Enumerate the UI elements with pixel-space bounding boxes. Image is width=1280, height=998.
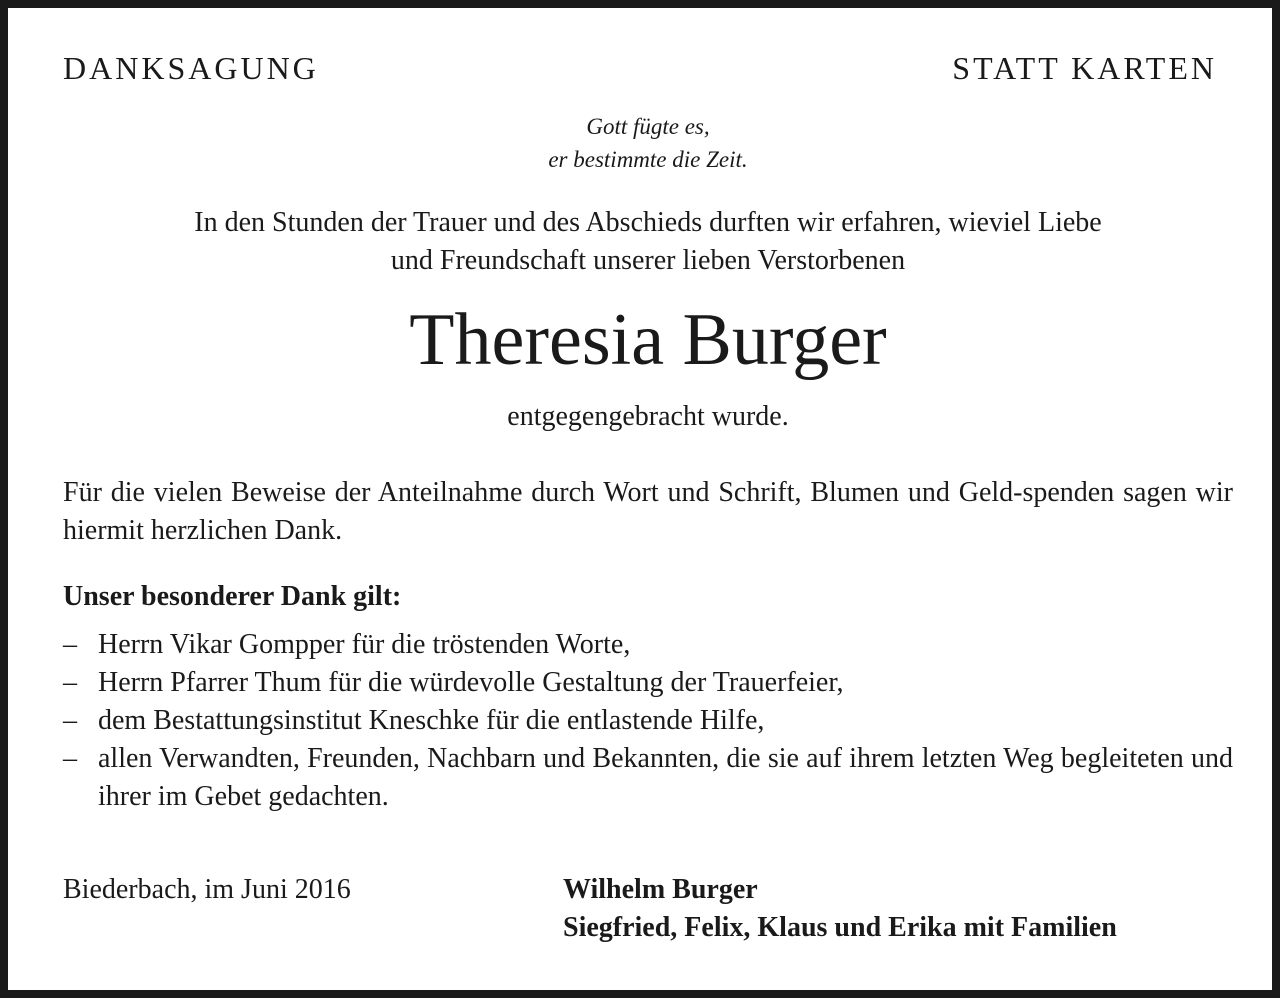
list-item-text: Herrn Pfarrer Thum für die würdevolle Gestaltung der Trauerfeier, [98,667,844,698]
deceased-name: Theresia Burger [409,299,887,381]
intro-paragraph [63,204,1233,280]
dash-bullet: – [63,743,77,774]
intro-closing-line: entgegengebracht wurde. [507,401,789,432]
intro-line-2: und Freundschaft unserer lieben Verstorbenen [390,245,906,276]
thanks-paragraph: Für die vielen Beweise der Anteilnahme durch Wort und Schrift, Blumen und Geld-spenden sagen wir hiermit herzlichen Dank. [63,477,1233,546]
dash-bullet: – [63,705,77,736]
signer-name: Wilhelm Burger [563,874,758,905]
list-item [63,664,1233,702]
signer-family: Siegfried, Felix, Klaus und Erika mit Familien [563,912,1117,943]
list-item-text: Herrn Vikar Gompper für die tröstenden Worte, [98,629,631,660]
list-item [63,740,1233,816]
signers-block [563,871,1117,947]
special-thanks-heading: Unser besonderer Dank gilt: [63,581,402,612]
list-item [63,702,1233,740]
place-and-date: Biederbach, im Juni 2016 [63,874,351,905]
header-label-danksagung: DANKSAGUNG [63,50,319,86]
list-item-text: dem Bestattungsinstitut Kneschke für die entlastende Hilfe, [98,705,765,736]
motto-line-2: er bestimmte die Zeit. [548,147,748,172]
list-item [63,626,1233,664]
motto-quote [8,110,1280,176]
dash-bullet: – [63,629,77,660]
motto-line-1: Gott fügte es, [586,114,710,139]
special-thanks-list [63,626,1233,816]
dash-bullet: – [63,667,77,698]
list-item-text: allen Verwandten, Freunden, Nachbarn und Bekannten, die sie auf ihrem letzten Weg begleiteten und ihrer im Gebet gedachten. [98,743,1233,812]
header-label-statt-karten: STATT KARTEN [952,50,1217,86]
intro-line-1: In den Stunden der Trauer und des Abschieds durften wir erfahren, wieviel Liebe [194,207,1102,238]
